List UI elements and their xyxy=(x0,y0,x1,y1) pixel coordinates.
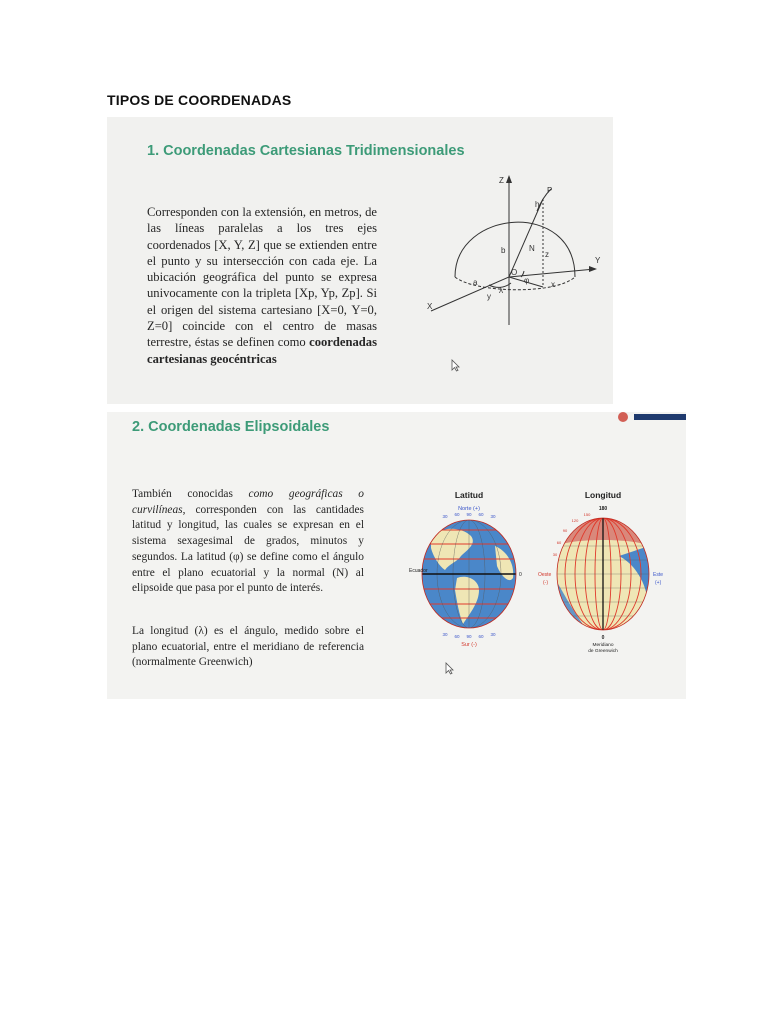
label-phi: φ xyxy=(524,276,530,285)
north-label: Norte (+) xyxy=(458,506,480,512)
slide1-heading: 1. Coordenadas Cartesianas Tridimensionales xyxy=(147,143,465,159)
latitude-title: Latitud xyxy=(454,490,484,500)
label-a: a xyxy=(473,278,478,287)
lat-tick-bottom-1: 30 xyxy=(442,632,448,637)
slide2-p1-italic: como geográficas o curvilíneas xyxy=(132,488,364,516)
lon-tick-4: 60 xyxy=(556,540,562,545)
west-sign: (-) xyxy=(543,580,548,586)
label-z: Z xyxy=(499,176,504,185)
slide2-heading: 2. Coordenadas Elipsoidales xyxy=(132,419,330,435)
label-h: h xyxy=(535,200,540,209)
lon-zero-label: 0 xyxy=(601,635,605,641)
mouse-cursor-icon-2 xyxy=(445,662,454,675)
label-lambda: λ xyxy=(499,286,503,295)
longitude-title: Longitud xyxy=(584,490,622,500)
slide-ellipsoidal-coordinates xyxy=(107,412,686,699)
label-p: P xyxy=(547,186,553,195)
lon-tick-5: 30 xyxy=(552,552,558,557)
equator-label: Ecuador xyxy=(409,568,428,574)
label-y-small: y xyxy=(487,292,491,301)
label-origin: O xyxy=(511,268,518,277)
lat-tick-top-4: 60 xyxy=(478,512,484,517)
label-b: b xyxy=(501,246,506,255)
south-label: Sur (-) xyxy=(461,642,477,648)
normal-line xyxy=(509,199,543,277)
slide2-paragraph-1 xyxy=(132,487,364,597)
z-arrow xyxy=(506,175,512,183)
mouse-cursor-icon xyxy=(451,359,460,372)
lon-180-label: 180 xyxy=(598,506,608,512)
slide1-body-bold: coordenadas cartesianas geocéntricas xyxy=(147,335,377,366)
slide2-p1-end: , corresponden con las cantidades latitud y longitud, las cuales se expresan en el sistema sexagesimal de grados, minutos y segundos. La latitud (φ) se define como el ángulo entre el plano ecuatorial y la normal (N) al elipsoide que pasa por el punto de interés. xyxy=(132,503,364,595)
lat-tick-top-2: 60 xyxy=(454,512,460,517)
slide1-body-text: Corresponden con la extensión, en metros, de las líneas paralelas a los tres ejes coordenados [X, Y, Z] que se extienden entre el punto y su intersección con cada eje. La ubicación geográfica del punto se expresa univocamente con la tripleta [Xp, Yp, Zp]. Si el origen del sistema cartesiano [X=0, Y=0, Z=0] coincide con el centro de masas terrestre, éstas se definen como xyxy=(147,205,377,350)
lon-tick-2: 120 xyxy=(571,518,579,523)
label-x: X xyxy=(427,302,433,311)
lat-zero-label: 0 xyxy=(519,572,522,578)
label-z-small: z xyxy=(545,250,549,259)
accent-dot xyxy=(618,412,628,422)
east-label: Este xyxy=(653,572,664,578)
lat-tick-top-1: 30 xyxy=(442,514,448,519)
lat-tick-bottom-3: 90 xyxy=(466,634,472,639)
label-x-small: x xyxy=(551,280,555,289)
label-n: N xyxy=(529,244,535,253)
west-label: Oeste xyxy=(538,572,552,578)
label-y: Y xyxy=(595,256,601,265)
slide-cartesian-coordinates xyxy=(107,117,613,404)
slide1-body xyxy=(147,204,377,367)
x-axis xyxy=(431,277,509,311)
east-sign: (+) xyxy=(655,580,662,586)
lat-tick-top-3: 90 xyxy=(466,512,472,517)
lat-tick-bottom-5: 30 xyxy=(490,632,496,637)
meridian-label-2: de Greenwich xyxy=(588,649,618,654)
slide2-p1-start: También conocidas xyxy=(132,488,249,500)
cartesian-axes-diagram xyxy=(425,169,611,329)
lon-tick-3: 90 xyxy=(562,528,568,533)
lat-tick-top-5: 30 xyxy=(490,514,496,519)
lat-tick-bottom-2: 60 xyxy=(454,634,460,639)
document-title: TIPOS DE COORDENADAS xyxy=(107,92,292,108)
lat-tick-bottom-4: 60 xyxy=(478,634,484,639)
y-arrow xyxy=(589,266,597,272)
slide2-paragraph-2: La longitud (λ) es el ángulo, medido sobre el plano ecuatorial, entre el meridiano de referencia (normalmente Greenwich) xyxy=(132,625,364,669)
accent-bar xyxy=(634,414,686,420)
latitude-globe-figure xyxy=(405,486,535,656)
lon-tick-1: 150 xyxy=(583,512,591,517)
meridian-label-1: Meridiano xyxy=(592,643,614,648)
longitude-globe-figure xyxy=(535,486,671,658)
